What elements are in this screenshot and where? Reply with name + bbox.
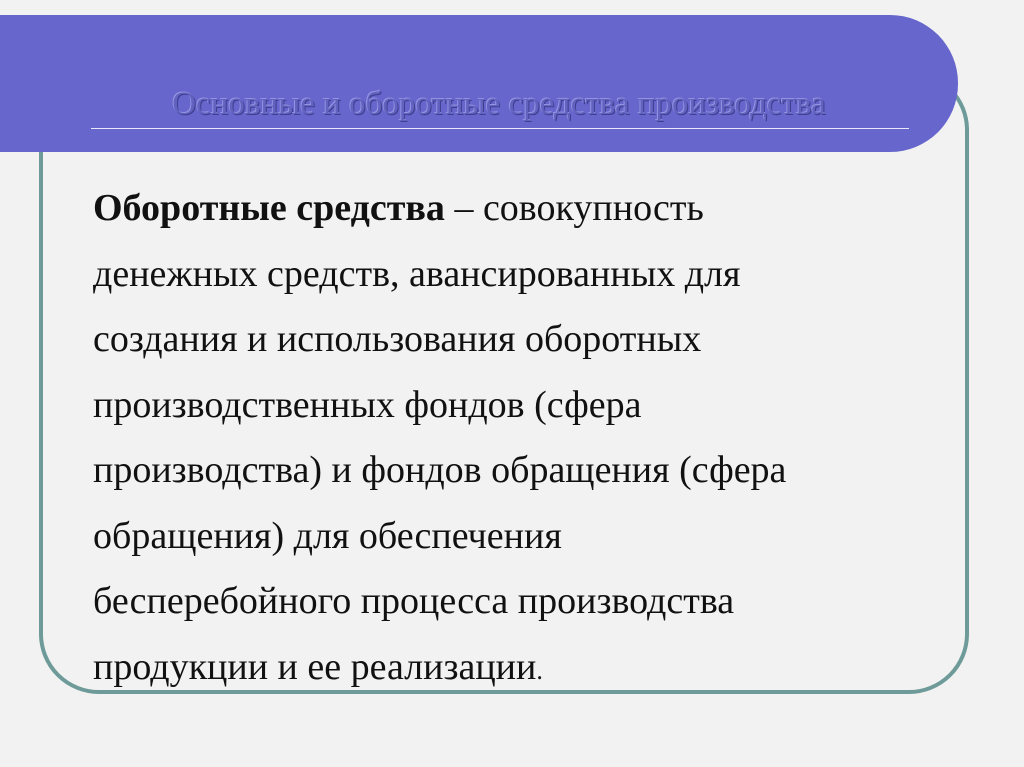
definition-line-6: обращения) для обеспечения [93, 514, 562, 557]
definition-line-8-text: продукции и ее реализации [93, 645, 537, 688]
definition-term: Оборотные средства [93, 187, 445, 229]
definition-line-2: денежных средств, авансированных для [93, 252, 741, 295]
definition-line-7: бесперебойного процесса производства [93, 580, 735, 622]
definition-line-3: создания и использования оборотных [93, 318, 702, 360]
title-underline [91, 128, 909, 129]
definition-end-mark: . [536, 655, 543, 685]
definition-line-1 [93, 176, 943, 242]
definition-line-4: производственных фондов (сфера [93, 383, 642, 426]
definition-text [93, 176, 943, 703]
slide-title: Основные и оборотные средства производства [172, 86, 826, 122]
definition-line-5: производства) и фондов обращения (сфера [93, 449, 787, 491]
definition-line-1-rest: – совокупность [444, 187, 704, 229]
definition-line-8 [93, 635, 943, 704]
